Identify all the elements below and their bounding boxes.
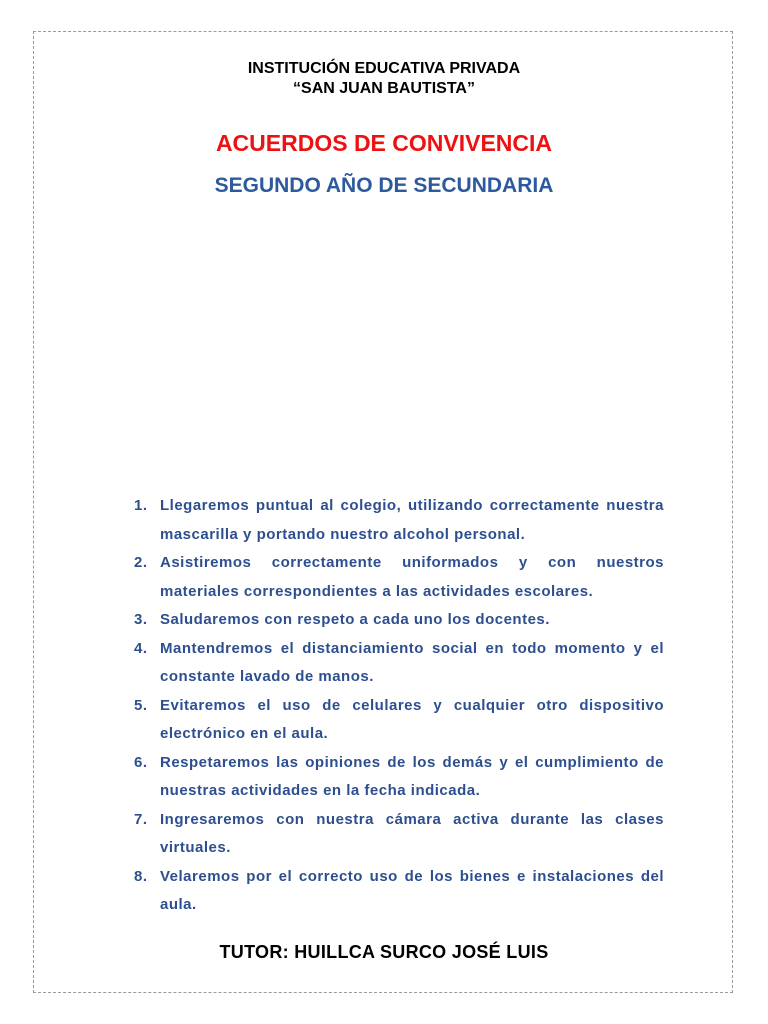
agreements-list (134, 492, 664, 920)
school-name: “SAN JUAN BAUTISTA” (293, 80, 475, 97)
document-subtitle: SEGUNDO AÑO DE SECUNDARIA (214, 174, 554, 197)
agreement-text: Velaremos por el correcto uso de los bienes e instalaciones del aula. (160, 867, 664, 913)
agreement-number: 6. (134, 753, 148, 771)
agreement-item (134, 606, 664, 635)
agreement-number: 5. (134, 696, 148, 714)
agreement-item (134, 692, 664, 749)
agreement-item (134, 635, 664, 692)
agreement-number: 7. (134, 810, 148, 828)
agreement-text: Asistiremos correctamente uniformados y con nuestros materiales correspondientes a las actividades escolares. (160, 554, 664, 600)
agreement-text: Evitaremos el uso de celulares y cualquier otro dispositivo electrónico en el aula. (160, 696, 664, 742)
agreement-number: 2. (134, 554, 148, 571)
document-title: ACUERDOS DE CONVIVENCIA (215, 130, 553, 156)
agreement-number: 4. (134, 639, 148, 657)
agreement-text: Llegaremos puntual al colegio, utilizando correctamente nuestra mascarilla y portando nuestro alcohol personal. (160, 497, 664, 543)
agreement-number: 8. (134, 867, 148, 885)
agreement-item (134, 806, 664, 863)
agreement-text: Mantendremos el distanciamiento social en todo momento y el constante lavado de manos. (160, 639, 664, 685)
tutor-signature-line: TUTOR: HUILLCA SURCO JOSÉ LUIS (219, 942, 549, 962)
agreement-item (134, 749, 664, 806)
agreement-item (134, 492, 664, 549)
agreement-number: 1. (134, 497, 148, 514)
agreement-text: Respetaremos las opiniones de los demás y el cumplimiento de nuestras actividades en la fecha indicada. (160, 753, 664, 799)
agreement-number: 3. (134, 611, 148, 628)
agreement-text: Saludaremos con respeto a cada uno los docentes. (160, 611, 550, 628)
agreement-text: Ingresaremos con nuestra cámara activa durante las clases virtuales. (160, 810, 664, 856)
institution-name: INSTITUCIÓN EDUCATIVA PRIVADA (247, 60, 521, 77)
agreement-item (134, 549, 664, 606)
agreement-item (134, 863, 664, 920)
